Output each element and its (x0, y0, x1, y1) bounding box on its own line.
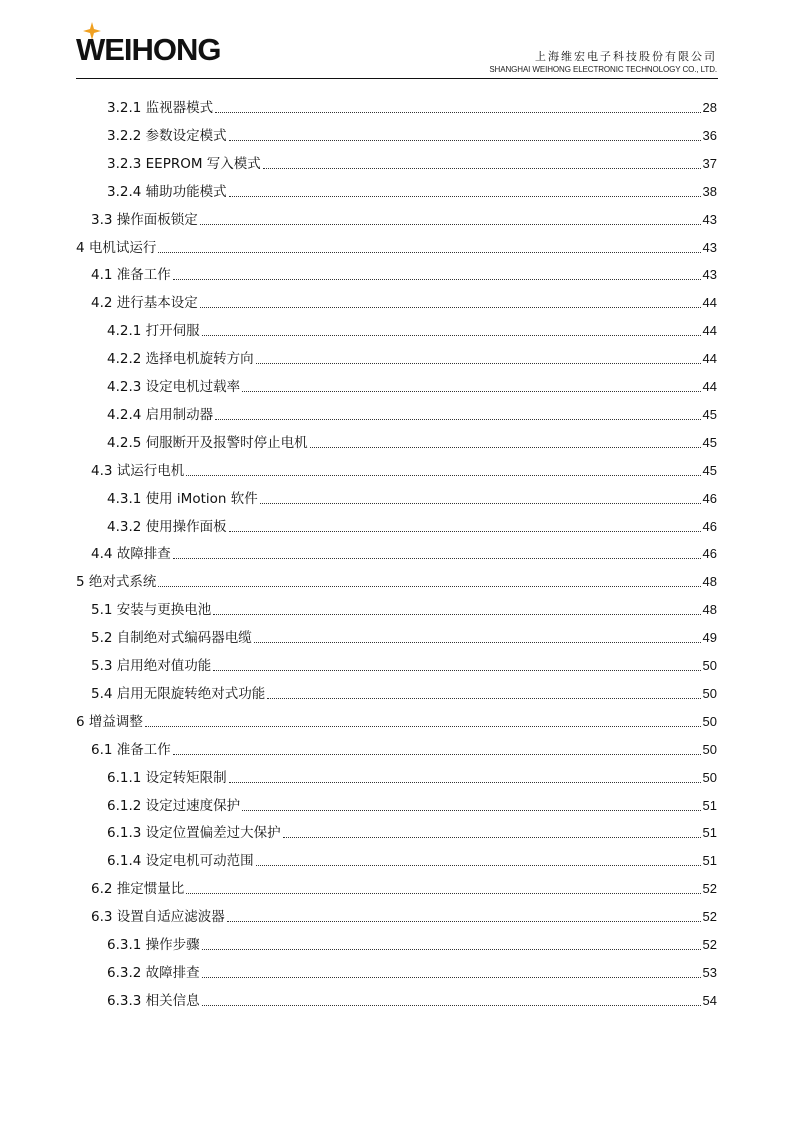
toc-entry[interactable] (91, 461, 717, 481)
toc-entry[interactable] (91, 879, 717, 899)
toc-entry-page: 51 (702, 853, 717, 869)
toc-entry-page: 52 (702, 937, 717, 952)
toc-entry[interactable] (107, 98, 717, 118)
toc-entry-page: 51 (702, 825, 717, 841)
toc-entry-page: 44 (702, 295, 717, 311)
toc-entry[interactable] (91, 544, 717, 564)
toc-dot-leader (283, 837, 701, 838)
toc-entry[interactable] (76, 712, 717, 732)
toc-entry-page: 50 (702, 685, 717, 701)
toc-dot-leader (213, 614, 700, 615)
toc-entry-title: 3.2.3 EEPROM 写入模式 (107, 155, 261, 172)
toc-entry[interactable] (107, 182, 717, 202)
toc-entry[interactable] (107, 963, 717, 983)
toc-dot-leader (200, 224, 701, 225)
toc-dot-leader (200, 307, 701, 308)
toc-dot-leader (242, 810, 700, 811)
toc-dot-leader (229, 140, 701, 141)
toc-entry-title: 5.2 自制绝对式编码器电缆 (91, 630, 252, 647)
toc-entry[interactable] (107, 349, 717, 369)
toc-entry[interactable] (107, 517, 717, 537)
toc-entry-page: 44 (702, 351, 717, 367)
toc-entry[interactable] (107, 377, 717, 397)
toc-entry-title: 4.2.2 选择电机旋转方向 (107, 351, 254, 368)
toc-entry[interactable] (91, 600, 717, 620)
toc-entry-title: 6.1.3 设定位置偏差过大保护 (107, 825, 281, 842)
toc-entry-page: 52 (702, 881, 717, 897)
toc-entry-page: 28 (702, 100, 717, 115)
toc-dot-leader (229, 196, 701, 197)
toc-entry-title: 6.3.3 相关信息 (107, 992, 200, 1009)
toc-dot-leader (256, 363, 701, 364)
company-name-cn: 上海维宏电子科技股份有限公司 (535, 50, 717, 63)
toc-dot-leader (227, 921, 701, 922)
toc-dot-leader (173, 279, 701, 280)
toc-dot-leader (202, 977, 701, 978)
toc-entry[interactable] (107, 991, 717, 1011)
toc-entry[interactable] (91, 907, 717, 927)
toc-entry-page: 49 (702, 630, 717, 646)
toc-entry-title: 4.2.1 打开伺服 (107, 323, 200, 340)
toc-entry-title: 6.1.4 设定电机可动范围 (107, 853, 254, 870)
toc-entry-title: 5 绝对式系统 (76, 574, 157, 591)
logo-text: WEIHONG (76, 32, 221, 67)
toc-dot-leader (254, 642, 701, 643)
toc-entry-title: 4.3 试运行电机 (91, 462, 185, 479)
toc-entry-page: 53 (702, 964, 717, 980)
toc-entry[interactable] (107, 489, 717, 509)
toc-entry-title: 4 电机试运行 (76, 239, 157, 256)
toc-entry[interactable] (107, 796, 717, 816)
toc-entry[interactable] (107, 433, 717, 453)
toc-entry[interactable] (107, 321, 717, 341)
toc-dot-leader (310, 447, 701, 448)
toc-entry-page: 50 (702, 769, 717, 785)
toc-dot-leader (158, 586, 700, 587)
toc-entry[interactable] (91, 684, 717, 704)
toc-entry-page: 45 (702, 462, 717, 478)
toc-dot-leader (186, 475, 700, 476)
toc-entry-title: 4.2.5 伺服断开及报警时停止电机 (107, 434, 308, 451)
toc-dot-leader (215, 419, 700, 420)
toc-entry[interactable] (107, 154, 717, 174)
page-header (0, 0, 793, 80)
toc-entry-page: 38 (702, 183, 717, 199)
toc-dot-leader (173, 754, 701, 755)
toc-entry-page: 45 (702, 406, 717, 422)
toc-entry-title: 6.1.2 设定过速度保护 (107, 797, 241, 814)
toc-dot-leader (202, 1005, 701, 1006)
toc-dot-leader (229, 531, 701, 532)
toc-dot-leader (215, 112, 700, 113)
toc-entry-page: 43 (702, 211, 717, 227)
toc-dot-leader (263, 168, 701, 169)
header-divider (76, 78, 718, 79)
toc-dot-leader (145, 726, 701, 727)
toc-entry[interactable] (91, 265, 717, 285)
company-name-en: SHANGHAI WEIHONG ELECTRONIC TECHNOLOGY CO., LTD. (489, 65, 717, 74)
toc-entry-title: 4.1 准备工作 (91, 267, 171, 284)
toc-entry[interactable] (107, 851, 717, 871)
toc-entry[interactable] (107, 823, 717, 843)
toc-dot-leader (213, 670, 700, 671)
toc-entry-page: 43 (702, 267, 717, 283)
toc-entry-title: 6 增益调整 (76, 713, 143, 730)
toc-dot-leader (260, 503, 701, 504)
toc-entry-title: 4.2.3 设定电机过载率 (107, 379, 241, 395)
toc-entry[interactable] (76, 572, 717, 592)
toc-dot-leader (186, 893, 700, 894)
toc-entry-title: 6.3 设置自适应滤波器 (91, 909, 225, 926)
toc-entry-page: 43 (702, 239, 717, 255)
toc-dot-leader (173, 558, 701, 559)
toc-entry-page: 36 (702, 127, 717, 143)
toc-entry-page: 44 (702, 379, 717, 394)
toc-entry-title: 6.1.1 设定转矩限制 (107, 769, 227, 786)
toc-dot-leader (158, 252, 700, 253)
toc-entry[interactable] (76, 238, 717, 258)
toc-entry-title: 3.3 操作面板锁定 (91, 211, 198, 228)
toc-entry[interactable] (107, 126, 717, 146)
toc-entry-title: 5.3 启用绝对值功能 (91, 658, 212, 674)
toc-entry[interactable] (91, 740, 717, 760)
toc-entry-page: 46 (702, 490, 717, 506)
toc-entry-page: 54 (702, 992, 717, 1008)
toc-entry-title: 6.3.2 故障排查 (107, 964, 200, 981)
toc-entry-page: 52 (702, 909, 717, 925)
toc-entry-page: 48 (702, 602, 717, 618)
toc-entry-title: 4.2 进行基本设定 (91, 295, 198, 312)
toc-entry-page: 50 (702, 741, 717, 757)
toc-dot-leader (202, 949, 701, 950)
toc-entry-page: 48 (702, 574, 717, 590)
toc-entry-page: 51 (702, 797, 717, 813)
weihong-logo (76, 30, 246, 70)
toc-entry[interactable] (91, 210, 717, 230)
toc-entry[interactable] (91, 656, 717, 676)
toc-dot-leader (256, 865, 701, 866)
toc-entry-title: 3.2.4 辅助功能模式 (107, 183, 227, 200)
toc-dot-leader (242, 391, 700, 392)
toc-entry[interactable] (91, 628, 717, 648)
toc-entry-page: 50 (702, 658, 717, 673)
toc-entry-title: 6.1 准备工作 (91, 741, 171, 758)
toc-entry-page: 46 (702, 518, 717, 534)
toc-dot-leader (229, 782, 701, 783)
toc-entry-title: 3.2.2 参数设定模式 (107, 127, 227, 144)
toc-entry-title: 4.2.4 启用制动器 (107, 406, 214, 423)
toc-entry-title: 5.4 启用无限旋转绝对式功能 (91, 685, 266, 702)
toc-entry-title: 4.3.1 使用 iMotion 软件 (107, 490, 258, 507)
toc-entry-page: 44 (702, 323, 717, 339)
toc-entry-title: 6.2 推定惯量比 (91, 881, 185, 898)
toc-entry[interactable] (107, 405, 717, 425)
toc-entry-title: 5.1 安装与更换电池 (91, 602, 212, 619)
toc-entry-title: 4.4 故障排查 (91, 546, 171, 563)
toc-entry-page: 46 (702, 546, 717, 562)
toc-entry-page: 50 (702, 713, 717, 729)
toc-dot-leader (267, 698, 700, 699)
toc-entry-title: 3.2.1 监视器模式 (107, 100, 214, 116)
toc-entry-page: 45 (702, 434, 717, 450)
toc-entry-title: 6.3.1 操作步骤 (107, 937, 200, 953)
toc-entry[interactable] (91, 293, 717, 313)
toc-entry-page: 37 (702, 155, 717, 171)
toc-dot-leader (202, 335, 701, 336)
toc-entry-title: 4.3.2 使用操作面板 (107, 518, 227, 535)
toc-entry[interactable] (107, 935, 717, 955)
toc-entry[interactable] (107, 768, 717, 788)
